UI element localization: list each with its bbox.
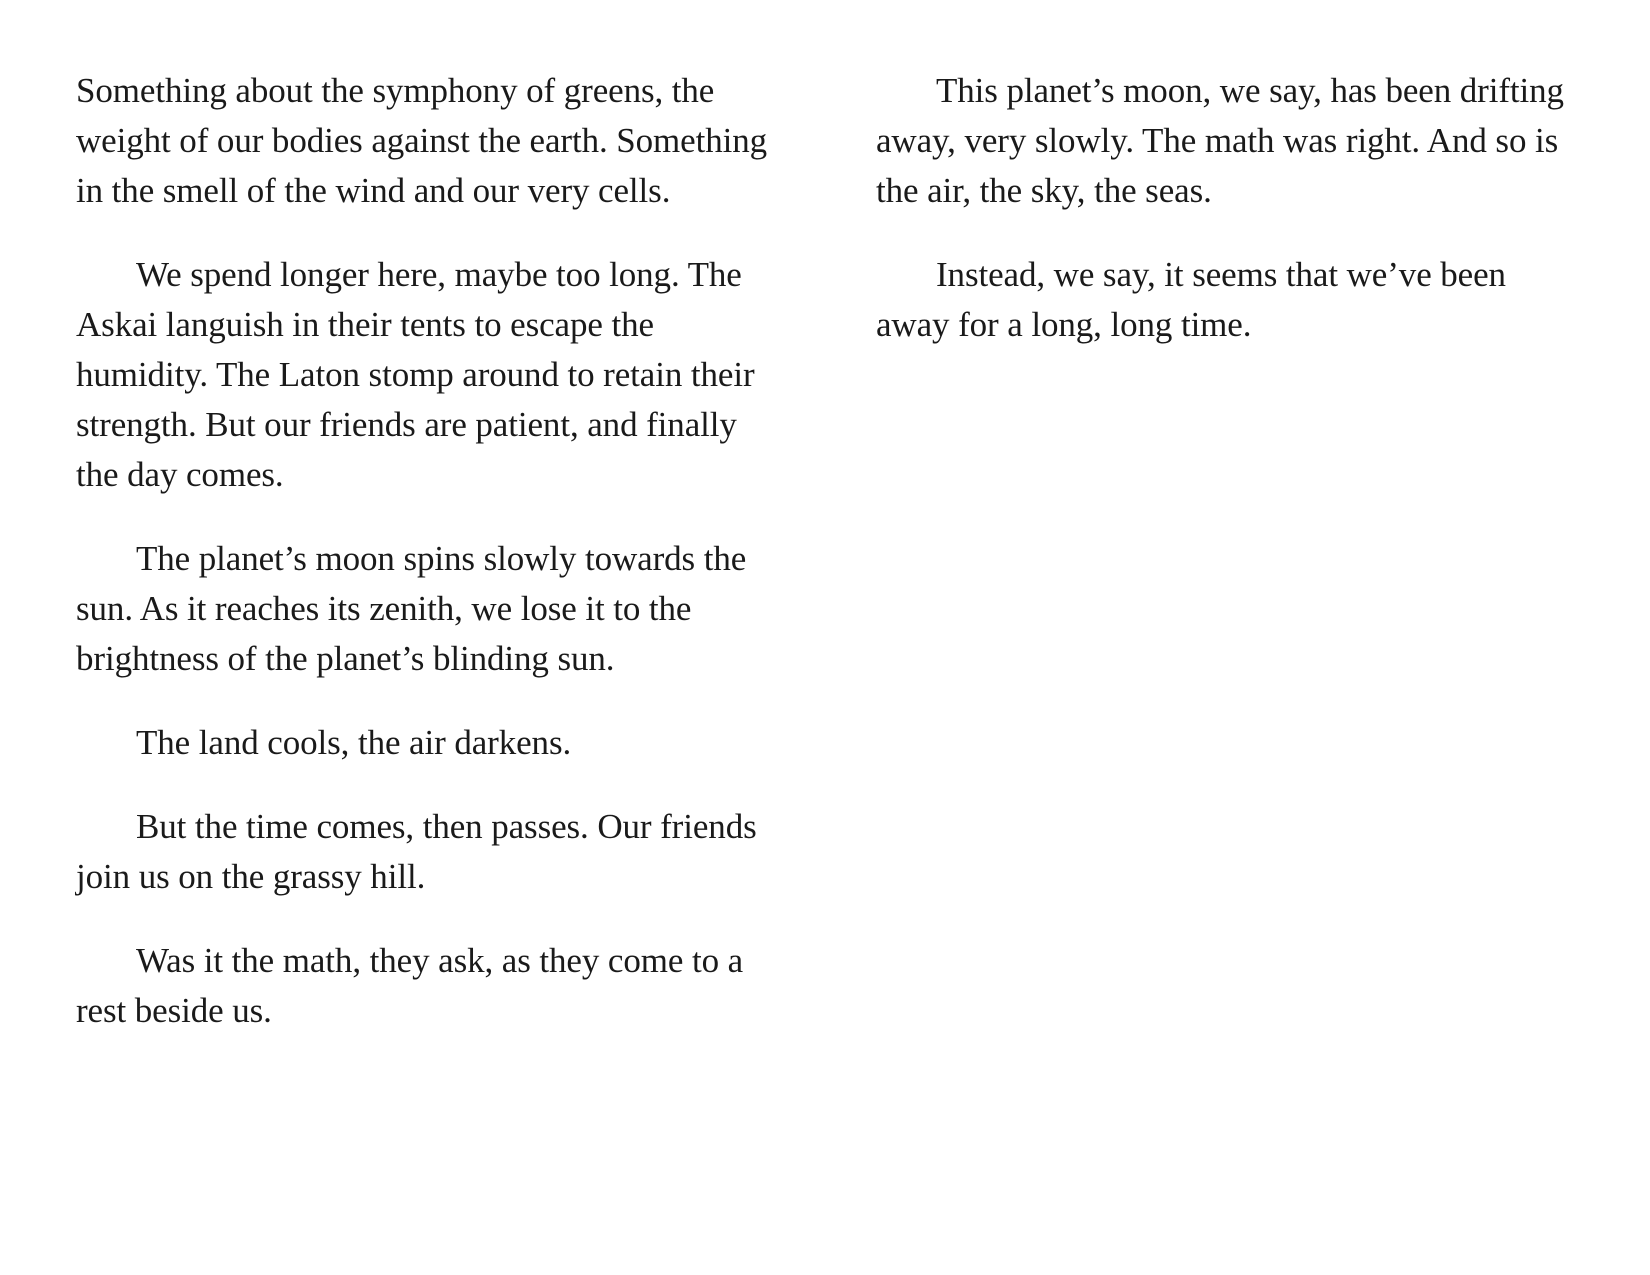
paragraph: The land cools, the air darkens. [136,723,572,762]
paragraph: Instead, we say, it seems that we’ve been away for a long, long time. [876,255,1506,344]
paragraph: Something about the symphony of greens, the weight of our bodies against the earth. Something in the smell of the wind and our very cells. [76,71,768,210]
right-page [876,66,1576,1216]
paragraph: But the time comes, then passes. Our friends join us on the grassy hill. [76,807,757,896]
paragraph: This planet’s moon, we say, has been drifting away, very slowly. The math was right. And so is the air, the sky, the seas. [876,71,1564,210]
paragraph: The planet’s moon spins slowly towards the sun. As it reaches its zenith, we lose it to the brightness of the planet’s blinding sun. [76,539,747,678]
left-page [76,66,776,1216]
paragraph: Was it the math, they ask, as they come to a rest beside us. [76,941,744,1030]
paragraph: We spend longer here, maybe too long. The Askai languish in their tents to escape the humidity. The Laton stomp around to retain their strength. But our friends are patient, and finally the day comes. [76,255,755,494]
